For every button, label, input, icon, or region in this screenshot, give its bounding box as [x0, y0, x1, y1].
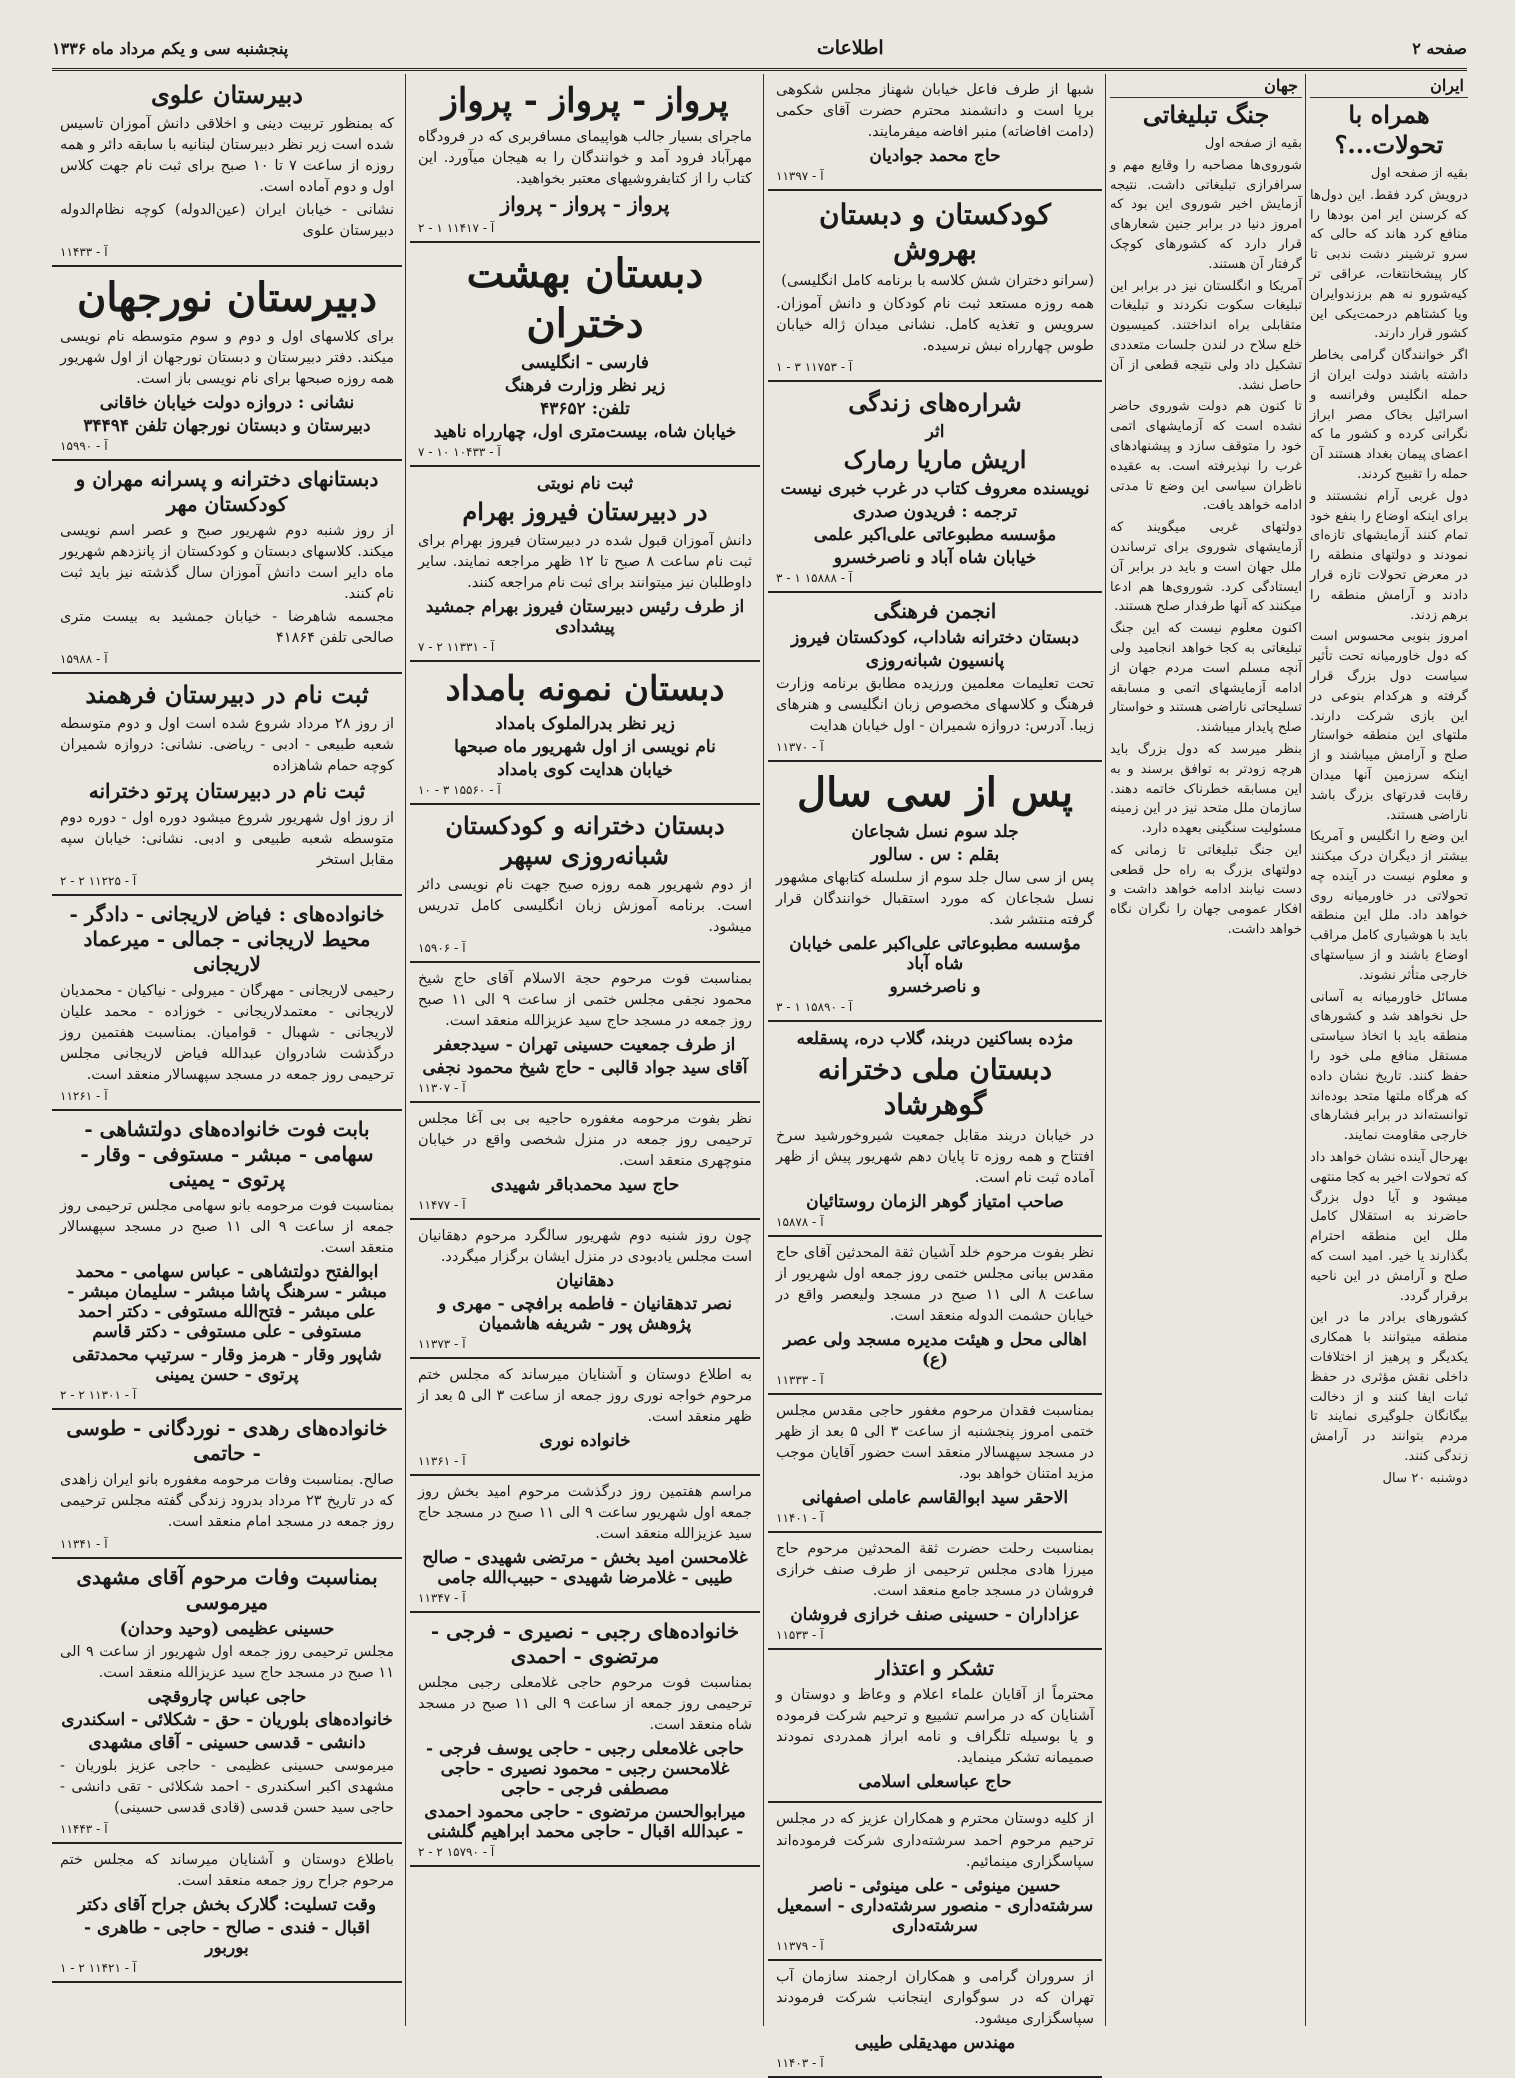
paragraph: شوروی‌ها مصاحبه را وقایع مهم و سرافرازی تبلیغاتی داشت. نتیجه آزمایش اخیر شوروی این بود که امروز دنیا در برابر جنین شعارهای قرار دارد که کشورهای کوچک گرفتار آن هستند. [1110, 157, 1302, 272]
signature: دوشنبه ۲۰ سال [1382, 1470, 1468, 1486]
ad-text: در خیابان دربند مقابل جمعیت شیروخورشید سرخ افتتاح و همه روزه تا پایان دهم شهریور پیش از ظهر آماده ثبت نام است. [776, 1128, 1094, 1187]
ad-text: میرموسی حسینی عظیمی - حاجی عزیز بلوریان - مشهدی اکبر اسکندری - احمد شکلائی - تقی دانشی - حاجی سید حسن قدسی (قادی قدسی حسینی) [60, 1757, 394, 1816]
column-rule [763, 74, 764, 2026]
ad-title: خانواده‌های رهدی - نوردگانی - طوسی - حاتمی [66, 1416, 388, 1466]
ad-text: از کلیه دوستان محترم و همکاران عزیز که در مجلس ترحیم مرحوم احمد سرشته‌داری شرکت فرموده‌اند سپاسگزاری مینمائیم. [776, 1811, 1094, 1870]
memorial-notice [410, 1220, 760, 1359]
ad-code: آ - ۱۱۳۰۱ ۲ - ۲ [60, 1388, 137, 1403]
ad-signer: ابوالفتح دولتشاهی - عباس سهامی - محمد مبشر - سرهنگ پاشا مبشر - سلیمان مبشر - علی مبشر - فتح‌الله مستوفی - دکتر احمد مستوفی - علی مستوفی - دکتر قاسم [67, 1262, 387, 1343]
ad-line: حسینی عظیمی (وحید وحدان) [119, 1618, 335, 1639]
ad-code: آ - ۱۱۴۱۷ ۱ - ۲ [418, 220, 495, 235]
memorial-notice [410, 1476, 760, 1613]
school-ad-gowharshad [768, 1022, 1102, 1237]
ad-code: آ - ۱۵۵۶۰ ۳ - ۱۰ [418, 783, 501, 798]
notice-ad [768, 74, 1102, 191]
school-ad-bamdad [410, 662, 760, 806]
ad-signer: عزاداران - حسینی صنف خرازی فروشان [790, 1605, 1080, 1626]
paragraph: اگر خوانندگان گرامی بخاطر داشته باشند دولت ایران از حمله انگلیس وفرانسه و اسرائیل بخاک مصر ابراز نگرانی کرده و کشور ما که اعضای پیمان بغداد هستند آن حمله را تقبیح کردند. [1310, 348, 1468, 482]
ad-text: چون روز شنبه دوم شهریور سالگرد مرحوم دهقانیان است مجلس یادبودی در منزل ایشان برگزار میگردد. [418, 1228, 752, 1266]
school-ad-farahmand [52, 674, 402, 896]
book-ad-thirty-years [768, 762, 1102, 1022]
ad-signer: مهندس مهدیقلی طیبی [854, 2032, 1016, 2053]
ad-phone: دبیرستان و دبستان نورجهان تلفن ۳۴۴۹۴ [83, 416, 371, 437]
masthead [52, 28, 1467, 71]
article-headline: جنگ تبلیغاتی [1142, 100, 1270, 129]
ad-code: آ - ۱۵۹۸۸ [60, 652, 108, 667]
ad-text: دانش آموزان قبول شده در دبیرستان فیروز بهرام برای ثبت نام ساعت ۸ صبح تا ۱۲ ظهر مراجعه نمایند. سایر داوطلبان نیز میتوانند برای ثبت نام مراجعه کنند. [418, 532, 752, 591]
ad-code: آ - ۱۱۳۳۱ ۲ - ۷ [418, 639, 495, 654]
ad-line: دانشی - قدسی حسینی - آقای مشهدی [88, 1732, 366, 1753]
ad-code: آ - ۱۱۴۳۳ [60, 245, 108, 260]
ad-author: بقلم : س . سالور [870, 845, 1000, 866]
ad-code: آ - ۱۵۹۰۶ [418, 941, 466, 956]
ad-text: بمناسبت فوت مرحوم حاجی غلامعلی رجبی مجلس ترحیمی روز جمعه از ساعت ۹ الی ۱۱ صبح در مسجد شاه منعقد است. [418, 1675, 752, 1734]
ad-code: آ - ۱۱۳۰۷ [418, 1081, 466, 1096]
article-body [1110, 134, 1302, 940]
ad-text: همه روزه مستعد ثبت نام کودکان و دانش آموزان. سرویس و تغذیه کامل. نشانی میدان ژاله خیابان طوس چهارراه نبش نرسیده. [776, 296, 1094, 355]
ad-signer: حاج سید محمدباقر شهیدی [490, 1175, 680, 1196]
column-iran [1310, 74, 1468, 2026]
memorial-notice [410, 1359, 760, 1476]
ad-text: نظر بفوت مرحومه مغفوره حاجیه بی بی آغا مجلس ترحیمی روز جمعه در منزل شخصی واقع در خیابان منوچهری منعقد است. [418, 1111, 752, 1170]
ad-text: ماجرای بسیار جالب هواپیمای مسافربری که در فرودگاه مهرآباد فرود آمد و خوانندگان را به هیجان میآورد. این کتاب را از کتابفروشیهای معتبر بخواهید. [418, 128, 752, 187]
ad-code: آ - ۱۵۷۹۰ ۲ - ۲ [418, 1845, 495, 1860]
ad-title: در دبیرستان فیروز بهرام [462, 496, 708, 526]
ad-title: انجمن فرهنگی [873, 599, 997, 624]
ad-title: دبستان نمونه بامداد [445, 668, 725, 709]
paragraph: بنظر میرسد که دول بزرگ باید هرچه زودتر به توافق برسند و به این مسابقه خطرناک خاتمه دهند. سازمان ملل متحد نیز در این زمینه مسئولیت سنگینی بعهده دارد. [1110, 741, 1302, 837]
ad-title: کودکستان و دبستان بهروش [819, 198, 1051, 267]
column-world [1110, 74, 1302, 2026]
ad-code: آ - ۱۱۳۴۷ [418, 1591, 466, 1606]
ad-address: نشانی - خیابان ایران (عین‌الدوله) کوچه نظام‌الدوله دبیرستان علوی [60, 202, 394, 240]
column-ads-a [768, 74, 1102, 2070]
ad-text: از روز ۲۸ مرداد شروع شده است اول و دوم متوسطه شعبه طبیعی - ادبی - ریاضی. نشانی: دروازه شمیران کوچه حمام شاهزاده [60, 716, 394, 775]
thanks-notice [768, 1961, 1102, 2078]
section-label: ایران [1310, 74, 1468, 98]
memorial-notice [768, 1395, 1102, 1533]
memorial-notice [768, 1237, 1102, 1395]
thanks-notice [768, 1803, 1102, 1960]
ad-code: آ - ۱۱۳۳۳ [776, 1373, 824, 1388]
ad-signer: از طرف جمعیت حسینی تهران - سیدجعفر [434, 1035, 736, 1056]
paragraph: بهرحال آینده نشان خواهد داد که تحولات اخیر به کجا منتهی میشود و آیا دول بزرگ حاضرند به استقلال کامل ملل این منطقه احترام بگذارند یا خیر. امید است که صلح و آرامش در این ناحیه برقرار گردد. [1310, 1150, 1468, 1304]
issue-date: پنجشنبه سی و یکم مرداد ماه ۱۳۳۶ [52, 38, 289, 58]
ad-text: از روز اول شهریور شروع میشود دوره اول - دوره دوم متوسطه شعبه طبیعی و ادبی. نشانی: خیابان سپه مقابل استخر [60, 810, 394, 869]
memorial-notice [410, 1103, 760, 1220]
ad-text: از سروران گرامی و همکاران ارجمند سازمان آب تهران که در سوگواری اینجانب شرکت فرمودند سپاسگزاری میشود. [776, 1968, 1094, 2027]
ad-signer: شاپور وقار - هرمز وقار - سرتیپ محمدتقی پرتوی - حسن یمینی [72, 1345, 382, 1386]
ad-line: خانواده‌های بلوریان - حق - شکلائی - اسکندری [61, 1709, 393, 1730]
ad-text: تحت تعلیمات معلمین ورزیده مطابق برنامه وزارت فرهنگ و کلاسهای مخصوص زبان انگلیسی و هنرهای زیبا. آدرس: دروازه شمیران - اول خیابان هدایت [776, 676, 1094, 735]
paragraph: امروز بنوبی محسوس است که دول خاورمیانه تحت تأثیر سیاست دول بزرگ قرار گرفته و هرکدام بنوعی در این بازی شرکت دارند. ملتهای این منطقه خواستار صلح و آرامش میباشند و از اینکه سرزمین آنها میدان رقابت قدرتهای بزرگ باشد ناراضی هستند. [1310, 629, 1468, 823]
ad-code: آ - ۱۱۴۲۱ ۲ - ۱ [60, 1960, 137, 1975]
ad-signer: اقبال - فندی - صالح - حاجی - طاهری - بوربور [83, 1917, 371, 1958]
book-ad-parvaz [410, 74, 760, 243]
memorial-notice [410, 963, 760, 1103]
ad-code: آ - ۱۱۲۲۵ ۲ - ۲ [60, 874, 137, 889]
ad-title: خانواده‌های : فیاض لاریجانی - دادگر - محیط لاریجانی - جمالی - میرعماد لاریجانی [69, 902, 385, 977]
ad-text: به اطلاع دوستان و آشنایان میرساند که مجلس ختم مرحوم خواجه نوری روز جمعه از ساعت ۳ الی ۵ بعد از ظهر منعقد است. [418, 1367, 752, 1426]
ad-signer: وقت تسلیت: گلارک بخش جراح آقای دکتر [77, 1894, 377, 1915]
ad-code: آ - ۱۱۳۶۱ [418, 1454, 466, 1469]
ad-subtitle: جلد سوم نسل شجاعان [851, 822, 1019, 843]
ad-title: پرواز - پرواز - پرواز [441, 81, 729, 121]
ad-translator: ترجمه : فریدون صدری [852, 502, 1018, 523]
column-rule [405, 74, 406, 2026]
ad-signer: دهقانیان [556, 1271, 614, 1292]
ad-signer: اهالی محل و هیئت مدیره مسجد ولی عصر (ع) [783, 1330, 1087, 1371]
article-headline: همراه با تحولات...؟ [1334, 100, 1444, 159]
ad-address: نشانی : دروازه دولت خیابان خاقانی [99, 393, 355, 414]
paragraph: کشورهای برادر ما در این منطقه میتوانند با همکاری یکدیگر و پرهیز از اختلافات داخلی نقش مؤثری در حفظ ثبات ایفا کنند و از دخالت بیگانگان جلوگیری نمایند تا مردم بتوانند در آرامش زندگی کنند. [1310, 1310, 1468, 1464]
ad-title: بمناسبت وفات مرحوم آقای مشهدی میرموسی [76, 1564, 378, 1614]
ad-code: آ - ۱۱۴۷۷ [418, 1198, 466, 1213]
ad-code: آ - ۱۱۴۰۳ [776, 2055, 824, 2070]
ad-line: زیر نظر بدرالملوک بامداد [495, 714, 675, 735]
ad-line: زیر نظر وزارت فرهنگ [504, 375, 666, 396]
ad-code: آ - ۱۱۳۷۹ [776, 1938, 824, 1953]
paragraph: دول غربی آرام نشستند و برای اینکه اوضاع را بنفع خود تمام کنند آزمایشهای تازه‌ای نمودند و دولتهای منطقه را در معرض تحولات تازه قرار دادند و آرامش منطقه را برهم زدند. [1310, 488, 1468, 623]
ad-title: تشکر و اعتذار [875, 1656, 995, 1681]
ad-signer: حاج محمد جوادیان [869, 146, 1001, 167]
paragraph: تا کنون هم دولت شوروی حاضر نشده است که آزمایشهای اتمی خود را متوقف سازد و پیشنهادهای غرب را نپذیرفته است. به عقیده ناظران سیاسی این وضع تا مدتی ادامه خواهد یافت. [1110, 399, 1302, 514]
ad-signer: حاج عباسعلی اسلامی [858, 1772, 1012, 1793]
ad-code: آ - ۱۱۴۴۳ [60, 1821, 108, 1836]
ad-signer: حاجی عباس چاروقچی [147, 1686, 307, 1707]
school-ad-alavi [52, 74, 402, 267]
memorial-notice [52, 896, 402, 1111]
paper-name: اطلاعات [816, 37, 884, 59]
ad-publisher: مؤسسه مطبوعاتی علی‌اکبر علمی خیابان شاه آباد [789, 934, 1081, 975]
ad-title: ثبت نام در دبیرستان فرهمند [85, 680, 369, 710]
ad-signer: خانواده نوری [539, 1431, 631, 1452]
ad-title: دبستانهای دخترانه و پسرانه مهران و کودکستان مهر [75, 467, 379, 517]
ad-address: خیابان شاه، بیست‌متری اول، چهارراه ناهید [433, 421, 737, 442]
ad-text: بمناسبت فوت مرحوم حجة الاسلام آقای حاج شیخ محمود نجفی مجلس ختمی از ساعت ۹ الی ۱۱ صبح روز جمعه در مسجد حاج سید عزیزالله منعقد است. [418, 971, 752, 1030]
ad-signer: غلامحسن امید بخش - مرتضی شهیدی - صالح طیبی - غلامرضا شهیدی - حبیب‌الله جامی [422, 1548, 748, 1589]
paragraph: این وضع را انگلیس و آمریکا بیشتر از دیگران درک میکنند و معلوم نیست در آینده چه تحولاتی در خاورمیانه روی خواهد داد. ملل این منطقه باید با هوشیاری کامل مراقب اوضاع باشند و از سیاستهای خارجی متأثر نشوند. [1310, 829, 1468, 983]
ad-signer: میرابوالحسن مرتضوی - حاجی محمود احمدی - عبدالله اقبال - حاجی محمد ابراهیم گلشنی [424, 1802, 746, 1843]
ad-title: دبیرستان علوی [151, 80, 303, 109]
ad-code: آ - ۱۱۴۰۱ [776, 1511, 824, 1526]
school-ad-noorjahan [52, 267, 402, 461]
paragraph: آمریکا و انگلستان نیز در برابر این تبلیغات سکوت نکردند و تبلیغات متقابلی براه انداختند. کمیسیون خلع سلاح در لندن جلسات متعددی تشکیل داد ولی نتیجه قطعی از آن حاصل نشد. [1110, 278, 1302, 393]
ad-address: خیابان هدایت کوی بامداد [497, 760, 673, 781]
ad-line: دبستان دخترانه شاداب، کودکستان فیروز [791, 628, 1079, 649]
ad-text: برای کلاسهای اول و دوم و سوم متوسطه نام نویسی میکند. دفتر دبیرستان و دبستان نورجهان از اول شهریور همه روزه صبحها برای نام نویسی باز است. [60, 329, 394, 388]
ad-signer: نصر تدهقانیان - فاطمه برافچی - مهری و پژوهش پور - شریفه هاشمیان [437, 1294, 733, 1335]
ad-code: آ - ۱۱۲۶۱ [60, 1089, 108, 1104]
ad-text: شبها از طرف فاعل خیابان شهناز مجلس شکوهی برپا است و دانشمند محترم حضرت آقای حکمی (دامت افاضاته) منبر افاضه میفرمایند. [776, 82, 1094, 141]
memorial-notice [52, 1111, 402, 1410]
ad-address: مجسمه شاهرضا - خیابان جمشید به بیست متری صالحی تلفن ۴۱۸۶۴ [60, 609, 394, 647]
ad-code: آ - ۱۱۵۳۳ [776, 1628, 824, 1643]
paragraph: اکنون معلوم نیست که این جنگ تبلیغاتی به کجا خواهد انجامید ولی آنچه مسلم است مردم جهان از ادامه آزمایشهای اتمی و مسابقه تسلیحاتی ناراضی هستند و خواستار صلح پایدار میباشند. [1110, 621, 1302, 736]
ad-footer: پرواز - پرواز - پرواز [500, 191, 670, 216]
page-number: صفحه ۲ [1412, 38, 1467, 58]
ad-title: دبستان دخترانه و کودکستان شبانه‌روزی سپهر [445, 811, 725, 871]
memorial-notice [410, 1613, 760, 1867]
ad-line: مژده بساکنین دربند، گلاب دره، پسقلعه [796, 1029, 1074, 1050]
ad-line: اثر [925, 422, 945, 443]
memorial-notice [52, 1410, 402, 1558]
ad-line: پانسیون شبانه‌روزی [865, 651, 1005, 672]
school-ad-behesht [410, 243, 760, 467]
book-ad-remarque [768, 382, 1102, 593]
ad-text: نظر بفوت مرحوم خلد آشیان ثقة المحدثین آقای حاج مقدس ببانی مجلس ختمی روز جمعه اول شهریور از ساعت ۸ الی ۱۱ صبح در مسجد ولیعصر واقع در خیابان حشمت الدوله منعقد است. [776, 1245, 1094, 1325]
ad-code: آ - ۱۱۳۹۷ [776, 169, 824, 184]
ad-subtitle: (سرانو دختران شش کلاسه با برنامه کامل انگلیسی) [781, 273, 1094, 290]
ad-title: دبستان ملی دخترانه گوهرشاد [817, 1053, 1053, 1122]
ad-title: پس از سی سال [797, 769, 1073, 817]
ad-phone: تلفن: ۴۳۶۵۲ [540, 398, 630, 419]
memorial-notice [768, 1533, 1102, 1650]
ad-text: صالح. بمناسبت وفات مرحومه مغفوره بانو ایران زاهدی که در تاریخ ۲۳ مرداد بدرود زندگی گفته مجلس ترحیمی روز جمعه در مسجد امام منعقد است. [60, 1472, 394, 1531]
ad-code: آ - ۱۱۷۵۳ ۳ - ۱ [776, 360, 853, 375]
cultural-society-ad [768, 593, 1102, 762]
ad-line: ثبت نام نوبتی [536, 473, 634, 494]
ad-text: رحیمی لاریجانی - مهرگان - میرولی - نیاکیان - محمدیان لاریجانی - معتمدلاریجانی - خوزاده - محمد علیان لاریجانی - شهبال - قوامیان. بمناسبت هفتمین روز درگذشت شادروان عبدالله فیاض لاریجانی مجلس ترحیمی روز جمعه در مسجد سپهسالار منعقد است. [60, 983, 394, 1084]
section-label: جهان [1110, 74, 1302, 98]
ad-code: آ - ۱۵۸۸۸ ۱ - ۳ [776, 571, 853, 586]
ad-text: از روز شنبه دوم شهریور صبح و عصر اسم نویسی میکند. کلاسهای دبستان و کودکستان از پانزدهم شهریور ماه دایر است دانش آموزان سال گذشته نیز باید ثبت نام کنند. [60, 523, 394, 603]
ad-text: محترماً از آقایان علماء اعلام و وعاظ و دوستان و آشنایان که در مراسم تشییع و ترحیم شرکت فرموده و یا بوسیله تلگراف و نامه ابراز همدردی نمودند صمیمانه تشکر مینماید. [776, 1687, 1094, 1767]
ad-text: مراسم هفتمین روز درگذشت مرحوم امید بخش روز جمعه اول شهریور ساعت ۹ الی ۱۱ صبح در مسجد حاج سید عزیزالله منعقد است. [418, 1484, 753, 1543]
school-ad-firouz-bahram [410, 467, 760, 662]
article-body [1310, 164, 1468, 1489]
ad-text: باطلاع دوستان و آشنایان میرساند که مجلس ختم مرحوم جراح روز جمعه منعقد است. [60, 1851, 394, 1889]
ad-title: دبستان بهشت دختران [466, 249, 704, 347]
memorial-notice [52, 1844, 402, 1983]
ad-signer: حاجی غلامعلی رجبی - حاجی یوسف فرجی - غلامحسن رجبی - محمود نصیری - حاجی مصطفی فرجی - حاجی [426, 1739, 744, 1800]
ad-signer: الاحقر سید ابوالقاسم عاملی اصفهانی [801, 1488, 1069, 1509]
memorial-notice [52, 1559, 402, 1844]
school-ad-behrouz [768, 191, 1102, 382]
ad-signer: حسین مینوئی - علی مینوئی - ناصر سرشته‌داری - منصور سرشته‌داری - اسمعیل سرشته‌داری [776, 1875, 1094, 1936]
ad-code: آ - ۱۰۴۳۳ ۱۰ - ۷ [418, 444, 501, 459]
column-ads-c [52, 74, 402, 2026]
ad-address: و ناصرخسرو [889, 977, 981, 998]
thanks-notice [768, 1650, 1102, 1803]
ad-text: مجلس ترحیمی روز جمعه اول شهریور از ساعت ۹ الی ۱۱ صبح در مسجد حاج سید عزیزالله منعقد است. [60, 1643, 394, 1681]
ad-code: آ - ۱۱۳۴۱ [60, 1536, 108, 1551]
ad-text: پس از سی سال جلد سوم از سلسله کتابهای مشهور نسل شجاعان که مورد استقبال خوانندگان قرار گرفته منتشر شد. [776, 870, 1094, 929]
ad-code: آ - ۱۵۸۷۸ [776, 1215, 824, 1230]
ad-title: خانواده‌های رجبی - نصیری - فرجی - مرتضوی - احمدی [430, 1619, 740, 1669]
ad-text: بمناسبت فقدان مرحوم مغفور حاجی مقدس مجلس ختمی امروز پنجشنبه از ساعت ۳ الی ۵ بعد از ظهر در مسجد سپهسالار منعقد است حضور آقایان موجب مزید امتنان خواهد بود. [776, 1403, 1094, 1483]
paragraph: دولتهای غربی میگویند که آزمایشهای شوروی برای ترساندن ملل جهان است و باید در برابر آن ایستادگی کرد. شوروی‌ها هم ادعا میکنند که آنها طرفدار صلح هستند. [1110, 520, 1302, 615]
ad-line: نویسنده معروف کتاب در غرب خبری نیست [780, 479, 1090, 500]
ad-code: آ - ۱۱۳۷۳ [418, 1337, 466, 1352]
ad-signer: از طرف رئیس دبیرستان فیروز بهرام جمشید پیشدادی [425, 596, 745, 637]
ad-code: آ - ۱۵۸۹۰ ۱ - ۳ [776, 1000, 853, 1015]
paragraph: درویش کرد فقط. این دول‌ها که کرسنن ایر امن بودها را منافع کرد هاند که حالی که سرو ترشینر دشت ندبی تا کار پیشخانتغات، عراقی تر کیه‌شورو نه هم برزندوایران ویا کشتاهم درحمت‌یکی این کشور قرار دارند. [1310, 187, 1468, 342]
column-rule [1105, 74, 1106, 2026]
ad-code: آ - ۱۱۳۷۰ [776, 740, 824, 755]
ad-signer: آقای سید جواد قالبی - حاج شیخ محمود نجفی [422, 1058, 748, 1079]
ad-title: شراره‌های زندگی [848, 388, 1022, 418]
ad-publisher: مؤسسه مطبوعاتی علی‌اکبر علمی [813, 525, 1057, 546]
ad-title: دبیرستان نورجهان [77, 274, 377, 322]
ad-line: فارسی - انگلیسی [521, 352, 649, 373]
ad-code: آ - ۱۵۹۹۰ [60, 439, 108, 454]
ad-address: خیابان شاه آباد و ناصرخسرو [833, 548, 1037, 569]
ad-text: بمناسبت رحلت حضرت ثقة المحدثین مرحوم حاج میرزا هادی مجلس ترحیمی از طرف صنف خرازی فروشان در مسجد جامع منعقد است. [776, 1541, 1094, 1600]
ad-line: نام نویسی از اول شهریور ماه صبحها [454, 737, 716, 758]
paragraph: این جنگ تبلیغاتی تا زمانی که دولتهای بزرگ به راه حل قطعی دست نیابند ادامه خواهد داشت و افکار عمومی جهان را نگران نگاه خواهد داشت. [1110, 842, 1302, 938]
ad-text: از دوم شهریور همه روزه صبح جهت نام نویسی دائر است. برنامه آموزش زبان انگلیسی کامل تدریس میشود. [418, 877, 752, 936]
ad-author: اریش ماریا رمارک [843, 445, 1027, 475]
ad-text: که بمنظور تربیت دینی و اخلاقی دانش آموزان تاسیس شده است زیر نظر دبیرستان لبنانیه با سابقه دائر و همه روزه از ساعت ۷ تا ۱۰ صبح برای ثبت نام جهت کلاس اول و دوم آماده است. [60, 116, 395, 196]
ad-text: بمناسبت فوت مرحومه بانو سهامی مجلس ترحیمی روز جمعه از ساعت ۹ الی ۱۱ صبح در مسجد سپهسالار منعقد است. [60, 1198, 394, 1257]
ad-title: ثبت نام در دبیرستان پرتو دخترانه [88, 779, 366, 804]
column-ads-b [410, 74, 760, 2026]
column-rule [1305, 74, 1306, 2026]
ad-signer: صاحب امتیاز گوهر الزمان روستائیان [806, 1192, 1064, 1213]
continued-note: بقیه از صفحه اول [1204, 136, 1302, 151]
continued-note: بقیه از صفحه اول [1370, 166, 1468, 181]
ad-title: بابت فوت خانواده‌های دولتشاهی - سهامی - مبشر - مستوفی - وقار - پرتوی - یمینی [80, 1117, 374, 1192]
school-ad-mehran [52, 461, 402, 674]
school-ad-sepehr [410, 805, 760, 963]
paragraph: مسائل خاورمیانه به آسانی حل نخواهد شد و کشورهای منطقه باید با اتخاذ سیاستی مستقل منافع ملی خود را حفظ کنند. تاریخ نشان داده که هرگاه ملتها متحد بوده‌اند توانسته‌اند در برابر فشارهای خارجی مقاومت نمایند. [1310, 989, 1468, 1144]
